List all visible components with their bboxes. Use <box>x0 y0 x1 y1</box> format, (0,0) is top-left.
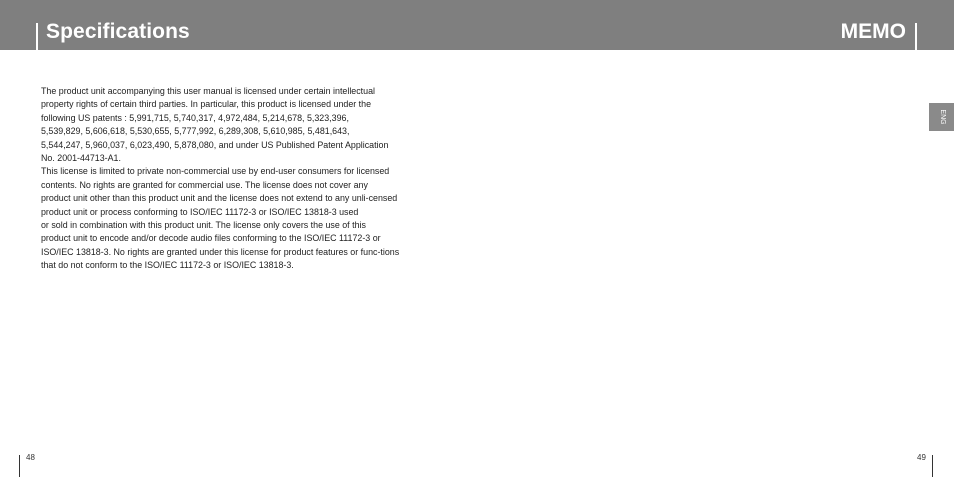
page-number-right: 49 <box>917 453 926 462</box>
text-line: 5,539,829, 5,606,618, 5,530,655, 5,777,992, 6,289,308, 5,610,985, 5,481,643, <box>41 126 350 137</box>
license-paragraph-2 <box>41 165 436 272</box>
text-line: 5,544,247, 5,960,037, 6,023,490, 5,878,080, and under US Published Patent Application <box>41 139 389 150</box>
footer-right-rule <box>932 455 933 477</box>
footer-left-rule <box>19 455 20 477</box>
page-header <box>0 0 954 50</box>
text-line: product unit or process conforming to ISO/IEC 11172-3 or ISO/IEC 13818-3 used <box>41 206 359 217</box>
text-line: or sold in combination with this product unit. The license only covers the use of this <box>41 220 366 231</box>
license-paragraph-1 <box>41 85 436 165</box>
text-line: following US patents : 5,991,715, 5,740,317, 4,972,484, 5,214,678, 5,323,396, <box>41 112 349 123</box>
header-right-rule <box>915 23 917 50</box>
language-tab-label: ENG <box>938 109 946 125</box>
section-title-specifications: Specifications <box>46 20 190 43</box>
text-line: This license is limited to private non-commercial use by end-user consumers for licensed <box>41 166 390 177</box>
text-line: The product unit accompanying this user manual is licensed under certain intellectual <box>41 86 375 96</box>
license-text <box>41 85 436 273</box>
text-line: ISO/IEC 13818-3. No rights are granted under this license for product features or func-tions <box>41 246 400 257</box>
text-line: that do not conform to the ISO/IEC 11172-3 or ISO/IEC 13818-3. <box>41 260 294 271</box>
header-left-rule <box>36 23 38 50</box>
page-number-left: 48 <box>26 453 35 462</box>
section-title-memo: MEMO <box>840 20 906 43</box>
language-tab <box>929 103 954 131</box>
text-line: contents. No rights are granted for commercial use. The license does not cover any <box>41 179 368 190</box>
text-line: No. 2001-44713-A1. <box>41 153 121 164</box>
text-line: product unit other than this product unit and the license does not extend to any unli-censed <box>41 193 398 204</box>
text-line: product unit to encode and/or decode audio files conforming to the ISO/IEC 11172-3 or <box>41 233 381 244</box>
text-line: property rights of certain third parties. In particular, this product is licensed under the <box>41 99 372 110</box>
